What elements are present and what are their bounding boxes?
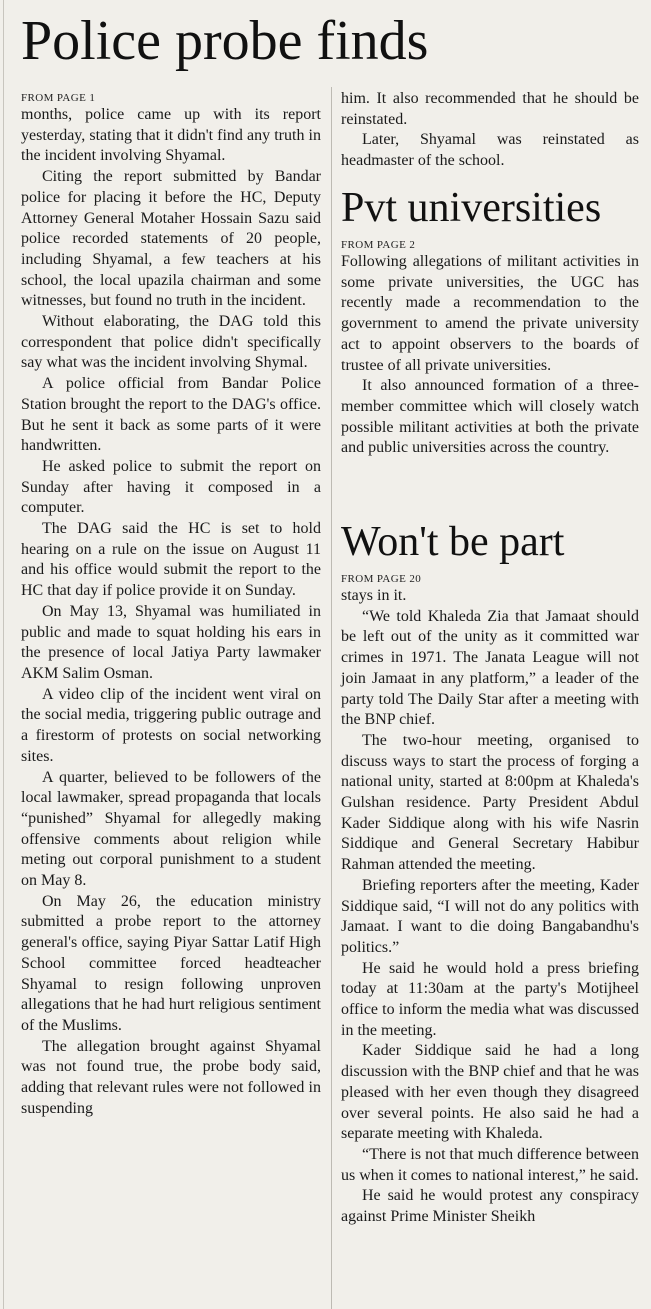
paragraph: The DAG said the HC is set to hold hearing on a rule on the issue on August 11 and his office would submit the report to the HC that day if police provide it on Sunday. [21,520,321,600]
paragraph: Briefing reporters after the meeting, Kader Siddique said, “I will not do any politics with Jamaat. I want to die doing Bangabandhu's politics.” [341,876,639,956]
paragraph: Kader Siddique said he had a long discussion with the BNP chief and that he was pleased with her even though they disagreed over several points. He also said he had a separate meeting with Khaleda. [341,1042,639,1143]
column-divider [331,87,332,1309]
paragraph: Without elaborating, the DAG told this correspondent that police didn't specifically say what was the incident involving Shymal. [21,313,321,372]
jump-label: FROM PAGE 2 [341,239,416,251]
paragraph: Citing the report submitted by Bandar police for placing it before the HC, Deputy Attorney General Motaher Hossain Sazu said police recorded statements of 20 people, including Shyamal, a few teachers at his school, the local upazila chairman and some witnesses, but found no truth in the incident. [21,168,321,310]
paragraph: Following allegations of militant activities in some private universities, the UGC has recently made a recommendation to the government to amend the private university act to appoint observers to the boards of trustee of all private universities. [341,253,639,374]
story-police-probe-continuation [341,89,639,172]
paragraph: On May 13, Shyamal was humiliated in public and made to squat holding his ears in the presence of local Jatiya Party lawmaker AKM Salim Osman. [21,602,321,682]
paragraph: A police official from Bandar Police Station brought the report to the DAG's office. But he sent it back as some parts of it were handwritten. [21,375,321,455]
page-edge-rule [3,0,4,1309]
paragraph: He said he would protest any conspiracy against Prime Minister Sheikh [341,1187,639,1226]
jump-label: FROM PAGE 20 [341,573,422,585]
paragraph: On May 26, the education ministry submitted a probe report to the attorney general's office, saying Piyar Sattar Latif High School committee forced headteacher Shyamal to resign following unproven allegations that he had hurt religious sentiment of the Muslims. [21,892,321,1034]
paragraph: A quarter, believed to be followers of the local lawmaker, spread propaganda that locals “punished” Shyamal for allegedly making offensive comments about religion while meting out corporal punishment to a student on May 8. [21,768,321,890]
paragraph: A video clip of the incident went viral on the social media, triggering public outrage and a firestorm of protests on social networking sites. [21,685,321,765]
paragraph: “We told Khaleda Zia that Jamaat should be left out of the unity as it committed war crimes in 1971. The Janata League will not join Jamaat in any platform,” a leader of the party told The Daily Star after a meeting with the BNP chief. [341,607,639,729]
headline-wont-be-part: Won't be part [341,519,565,565]
paragraph: Later, Shyamal was reinstated as headmaster of the school. [341,131,639,170]
paragraph: “There is not that much difference between us when it comes to national interest,” he said. [341,1145,639,1184]
paragraph: He said he would hold a press briefing today at 11:30am at the party's Motijheel office to inform the media what was discussed in the meeting. [341,959,639,1039]
story-police-probe-body [21,91,321,1119]
paragraph: The allegation brought against Shyamal was not found true, the probe body said, adding that relevant rules were not followed in suspending [21,1037,321,1117]
paragraph: him. It also recommended that he should be reinstated. [341,90,639,128]
paragraph: He asked police to submit the report on Sunday after having it composed in a computer. [21,457,321,517]
jump-label: FROM PAGE 1 [21,92,96,104]
story-pvt-universities-body [341,238,639,459]
headline-police-probe: Police probe finds [21,10,429,72]
paragraph: The two-hour meeting, organised to discuss ways to start the process of forging a national unity, started at 8:00pm at Khaleda's Gulshan residence. Party President Abdul Kader Siddique along with his wife Nasrin Siddique and General Secretary Habibur Rahman attended the meeting. [341,731,639,874]
paragraph: stays in it. [341,587,407,604]
paragraph: It also announced formation of a three-member committee which will closely watch possible militant activities at both the private and public universities across the country. [341,377,639,457]
story-wont-be-part-body [341,572,639,1228]
paragraph: months, police came up with its report yesterday, stating that it didn't find any truth in the incident involving Shyamal. [21,106,321,165]
headline-pvt-universities: Pvt universities [341,185,602,231]
